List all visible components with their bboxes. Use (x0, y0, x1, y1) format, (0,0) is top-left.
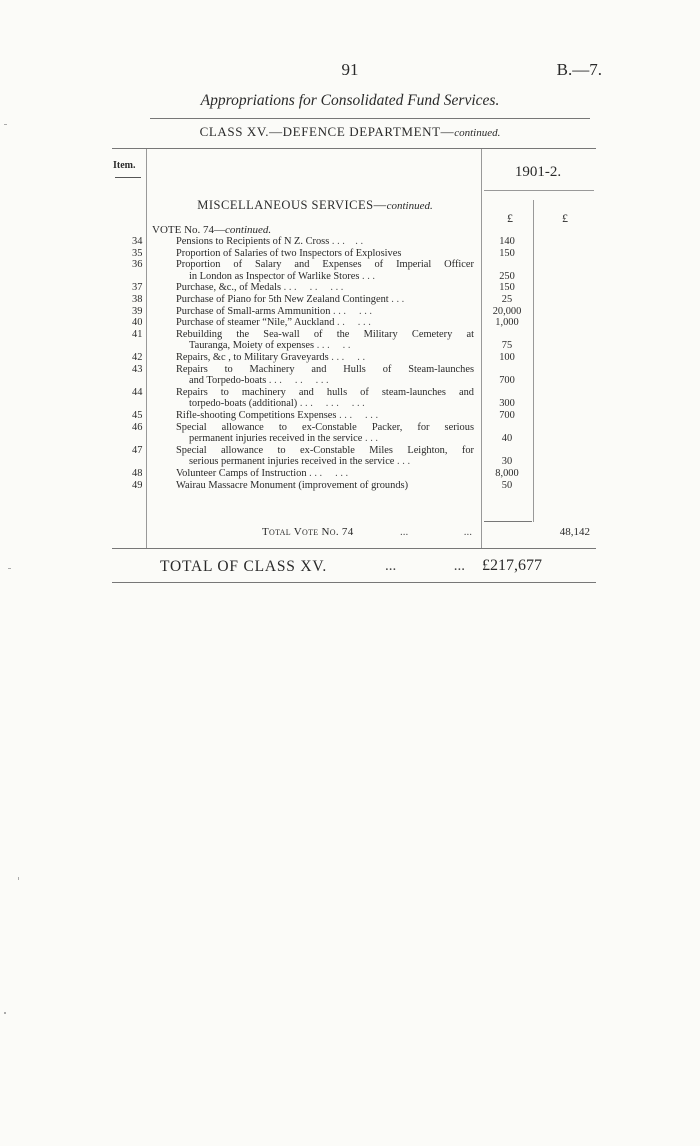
subtotal-rule (484, 521, 532, 522)
table-row (0, 445, 700, 456)
scan-speck (4, 124, 7, 125)
vote-label-continued: continued. (225, 224, 272, 236)
table-top-rule (112, 148, 596, 149)
table-row (0, 410, 700, 421)
item-number: 49 (132, 479, 143, 491)
leader-dots: . . . . . . . . (283, 282, 344, 294)
item-description (189, 375, 474, 386)
item-description-text: in London as Inspector of Warlike Stores (189, 270, 360, 282)
table-row (0, 317, 700, 328)
item-number: 35 (132, 247, 143, 259)
leader-dots: . . . . . (316, 340, 351, 352)
section-title (150, 198, 480, 213)
leader-dots: . . . . . . . . . (299, 398, 365, 410)
item-amount: 1,000 (495, 317, 519, 329)
item-description (176, 317, 474, 328)
item-amount: 700 (499, 410, 515, 421)
table-row (0, 433, 700, 444)
item-description-text: Special allowance to ex-Constable Packer, for serious (176, 421, 474, 433)
item-amount: 75 (501, 340, 513, 352)
item-amount: 300 (499, 398, 515, 410)
item-description-text: serious permanent injuries received in the service (189, 456, 395, 468)
item-number: 41 (132, 328, 143, 340)
currency-symbol-totals: £ (562, 211, 568, 225)
item-amount: 40 (501, 433, 513, 445)
item-description-text: and Torpedo-boats (189, 375, 267, 387)
leader-dots: . . . . . . (339, 410, 379, 421)
item-description-text: Pensions to Recipients of N Z. Cross (176, 236, 330, 247)
item-description (176, 329, 474, 340)
item-number: 34 (132, 236, 143, 247)
item-number: 48 (132, 468, 143, 479)
item-amount: 20,000 (492, 305, 522, 317)
item-number: 40 (132, 317, 143, 329)
item-description (176, 352, 474, 363)
item-description-text: Repairs to Machinery and Hulls of Steam-launches (176, 363, 474, 375)
table-row (0, 306, 700, 317)
table-row (0, 422, 700, 433)
item-description (176, 445, 474, 456)
leader-dots: . . . . . (331, 352, 366, 363)
item-description-text: Purchase, &c., of Medals (176, 282, 282, 294)
item-description-text: permanent injuries received in the service (189, 433, 363, 445)
item-amount: 700 (499, 375, 515, 387)
item-description-text: Special allowance to ex-Constable Miles Leighton, for (176, 444, 474, 456)
item-number: 38 (132, 294, 143, 305)
grand-total-label: TOTAL OF CLASS XV. (160, 558, 328, 575)
year-header-rule (484, 190, 594, 191)
item-header-underline (115, 177, 141, 178)
item-description (176, 410, 474, 421)
item-description-text: Proportion of Salary and Expenses of Imperial Officer (176, 259, 474, 271)
item-number: 45 (132, 410, 143, 421)
table-row (0, 364, 700, 375)
item-number: 43 (132, 363, 143, 375)
item-description-text: Purchase of Piano for 5th New Zealand Contingent (176, 294, 389, 305)
vote-label (152, 224, 271, 236)
item-description-text: Volunteer Camps of Instruction (176, 468, 307, 479)
class-title-continued: continued. (454, 127, 501, 139)
item-number: 47 (132, 444, 143, 456)
item-amount: 150 (499, 247, 515, 259)
item-amount: 140 (499, 236, 515, 247)
item-number: 36 (132, 259, 143, 271)
section-title-text: MISCELLANEOUS SERVICES— (197, 198, 387, 212)
leader-dots: . . . . . (331, 236, 364, 247)
table-row (0, 236, 700, 247)
item-amount: 50 (501, 479, 513, 491)
item-description (189, 271, 474, 282)
item-description (189, 340, 474, 351)
item-description (176, 387, 474, 398)
total-vote-amount: 48,142 (559, 526, 590, 538)
heading-rule (150, 118, 590, 119)
item-description (176, 306, 474, 317)
total-vote-label: Total Vote No. 74 (262, 526, 354, 538)
item-description (176, 468, 474, 479)
item-description (176, 364, 474, 375)
table-row (0, 387, 700, 398)
item-number: 42 (132, 352, 143, 363)
item-description (189, 433, 474, 444)
item-description-text: Tauranga, Moiety of expenses (189, 340, 315, 352)
leader-dots: . . . . . (337, 317, 371, 329)
item-number: 39 (132, 305, 143, 317)
document-reference: B.—7. (556, 60, 602, 79)
item-description (176, 422, 474, 433)
leader-dots: . . . (391, 294, 405, 305)
item-amount: 30 (501, 456, 513, 468)
grand-total-leaders: ... ... (385, 558, 465, 574)
item-description (176, 248, 474, 259)
table-row (0, 375, 700, 386)
item-number: 46 (132, 421, 143, 433)
item-amount: 25 (501, 294, 513, 305)
item-number: 44 (132, 386, 143, 398)
item-description-text: Purchase of steamer “Nile,” Auckland (176, 317, 335, 329)
table-row (0, 259, 700, 270)
table-row (0, 398, 700, 409)
item-description (176, 236, 474, 247)
table-row (0, 329, 700, 340)
item-description (176, 259, 474, 270)
table-row (0, 294, 700, 305)
item-amount: 8,000 (495, 468, 519, 479)
table-row (0, 480, 700, 491)
page-bottom-rule (112, 582, 596, 583)
scan-speck (4, 1012, 6, 1014)
item-description-text: Rebuilding the Sea-wall of the Military Cemetery at (176, 328, 474, 340)
year-header: 1901-2. (514, 164, 562, 180)
table-row (0, 271, 700, 282)
grand-total-amount: £217,677 (482, 557, 542, 574)
item-column-header: Item. (113, 160, 136, 171)
class-title (0, 124, 700, 140)
item-description-text: Purchase of Small-arms Ammunition (176, 305, 331, 317)
currency-symbol-items: £ (507, 211, 513, 225)
table-row (0, 456, 700, 467)
leader-dots: . . . (397, 456, 411, 468)
scan-speck (8, 568, 11, 569)
item-amount: 250 (499, 270, 515, 282)
item-amount: 100 (499, 352, 515, 363)
scan-speck (18, 877, 19, 880)
item-description-text: Rifle-shooting Competitions Expenses (176, 410, 337, 421)
item-description-text: torpedo-boats (additional) (189, 398, 298, 410)
vote-label-text: VOTE No. 74— (152, 224, 226, 236)
leader-dots: . . . . . . . . (268, 375, 329, 387)
total-vote-leaders: ... ... (400, 526, 472, 538)
item-description-text: Wairau Massacre Monument (improvement of grounds) (176, 479, 409, 491)
section-title-continued: continued. (386, 200, 433, 212)
item-description-text: Proportion of Salaries of two Inspectors of Explosives (176, 247, 402, 259)
page-number: 91 (341, 60, 359, 79)
leader-dots: . . . . . . (333, 305, 372, 317)
table-row (0, 352, 700, 363)
leader-dots: . . . (365, 433, 378, 445)
leader-dots: . . . . . . (309, 468, 349, 479)
page-heading: Appropriations for Consolidated Fund Services. (200, 92, 500, 109)
item-description-text: Repairs, &c , to Military Graveyards (176, 352, 329, 363)
table-row (0, 340, 700, 351)
item-description (176, 480, 474, 491)
item-description (189, 456, 474, 467)
leader-dots: . . . (362, 270, 375, 282)
item-description (189, 398, 474, 409)
item-description (176, 282, 474, 293)
table-row (0, 282, 700, 293)
table-row (0, 248, 700, 259)
table-row (0, 468, 700, 479)
table-bottom-rule (112, 548, 596, 549)
class-title-text: CLASS XV.—DEFENCE DEPARTMENT— (199, 124, 455, 139)
item-number: 37 (132, 282, 143, 294)
item-description-text: Repairs to machinery and hulls of steam-launches and (176, 386, 474, 398)
item-description (176, 294, 474, 305)
item-amount: 150 (499, 282, 515, 294)
